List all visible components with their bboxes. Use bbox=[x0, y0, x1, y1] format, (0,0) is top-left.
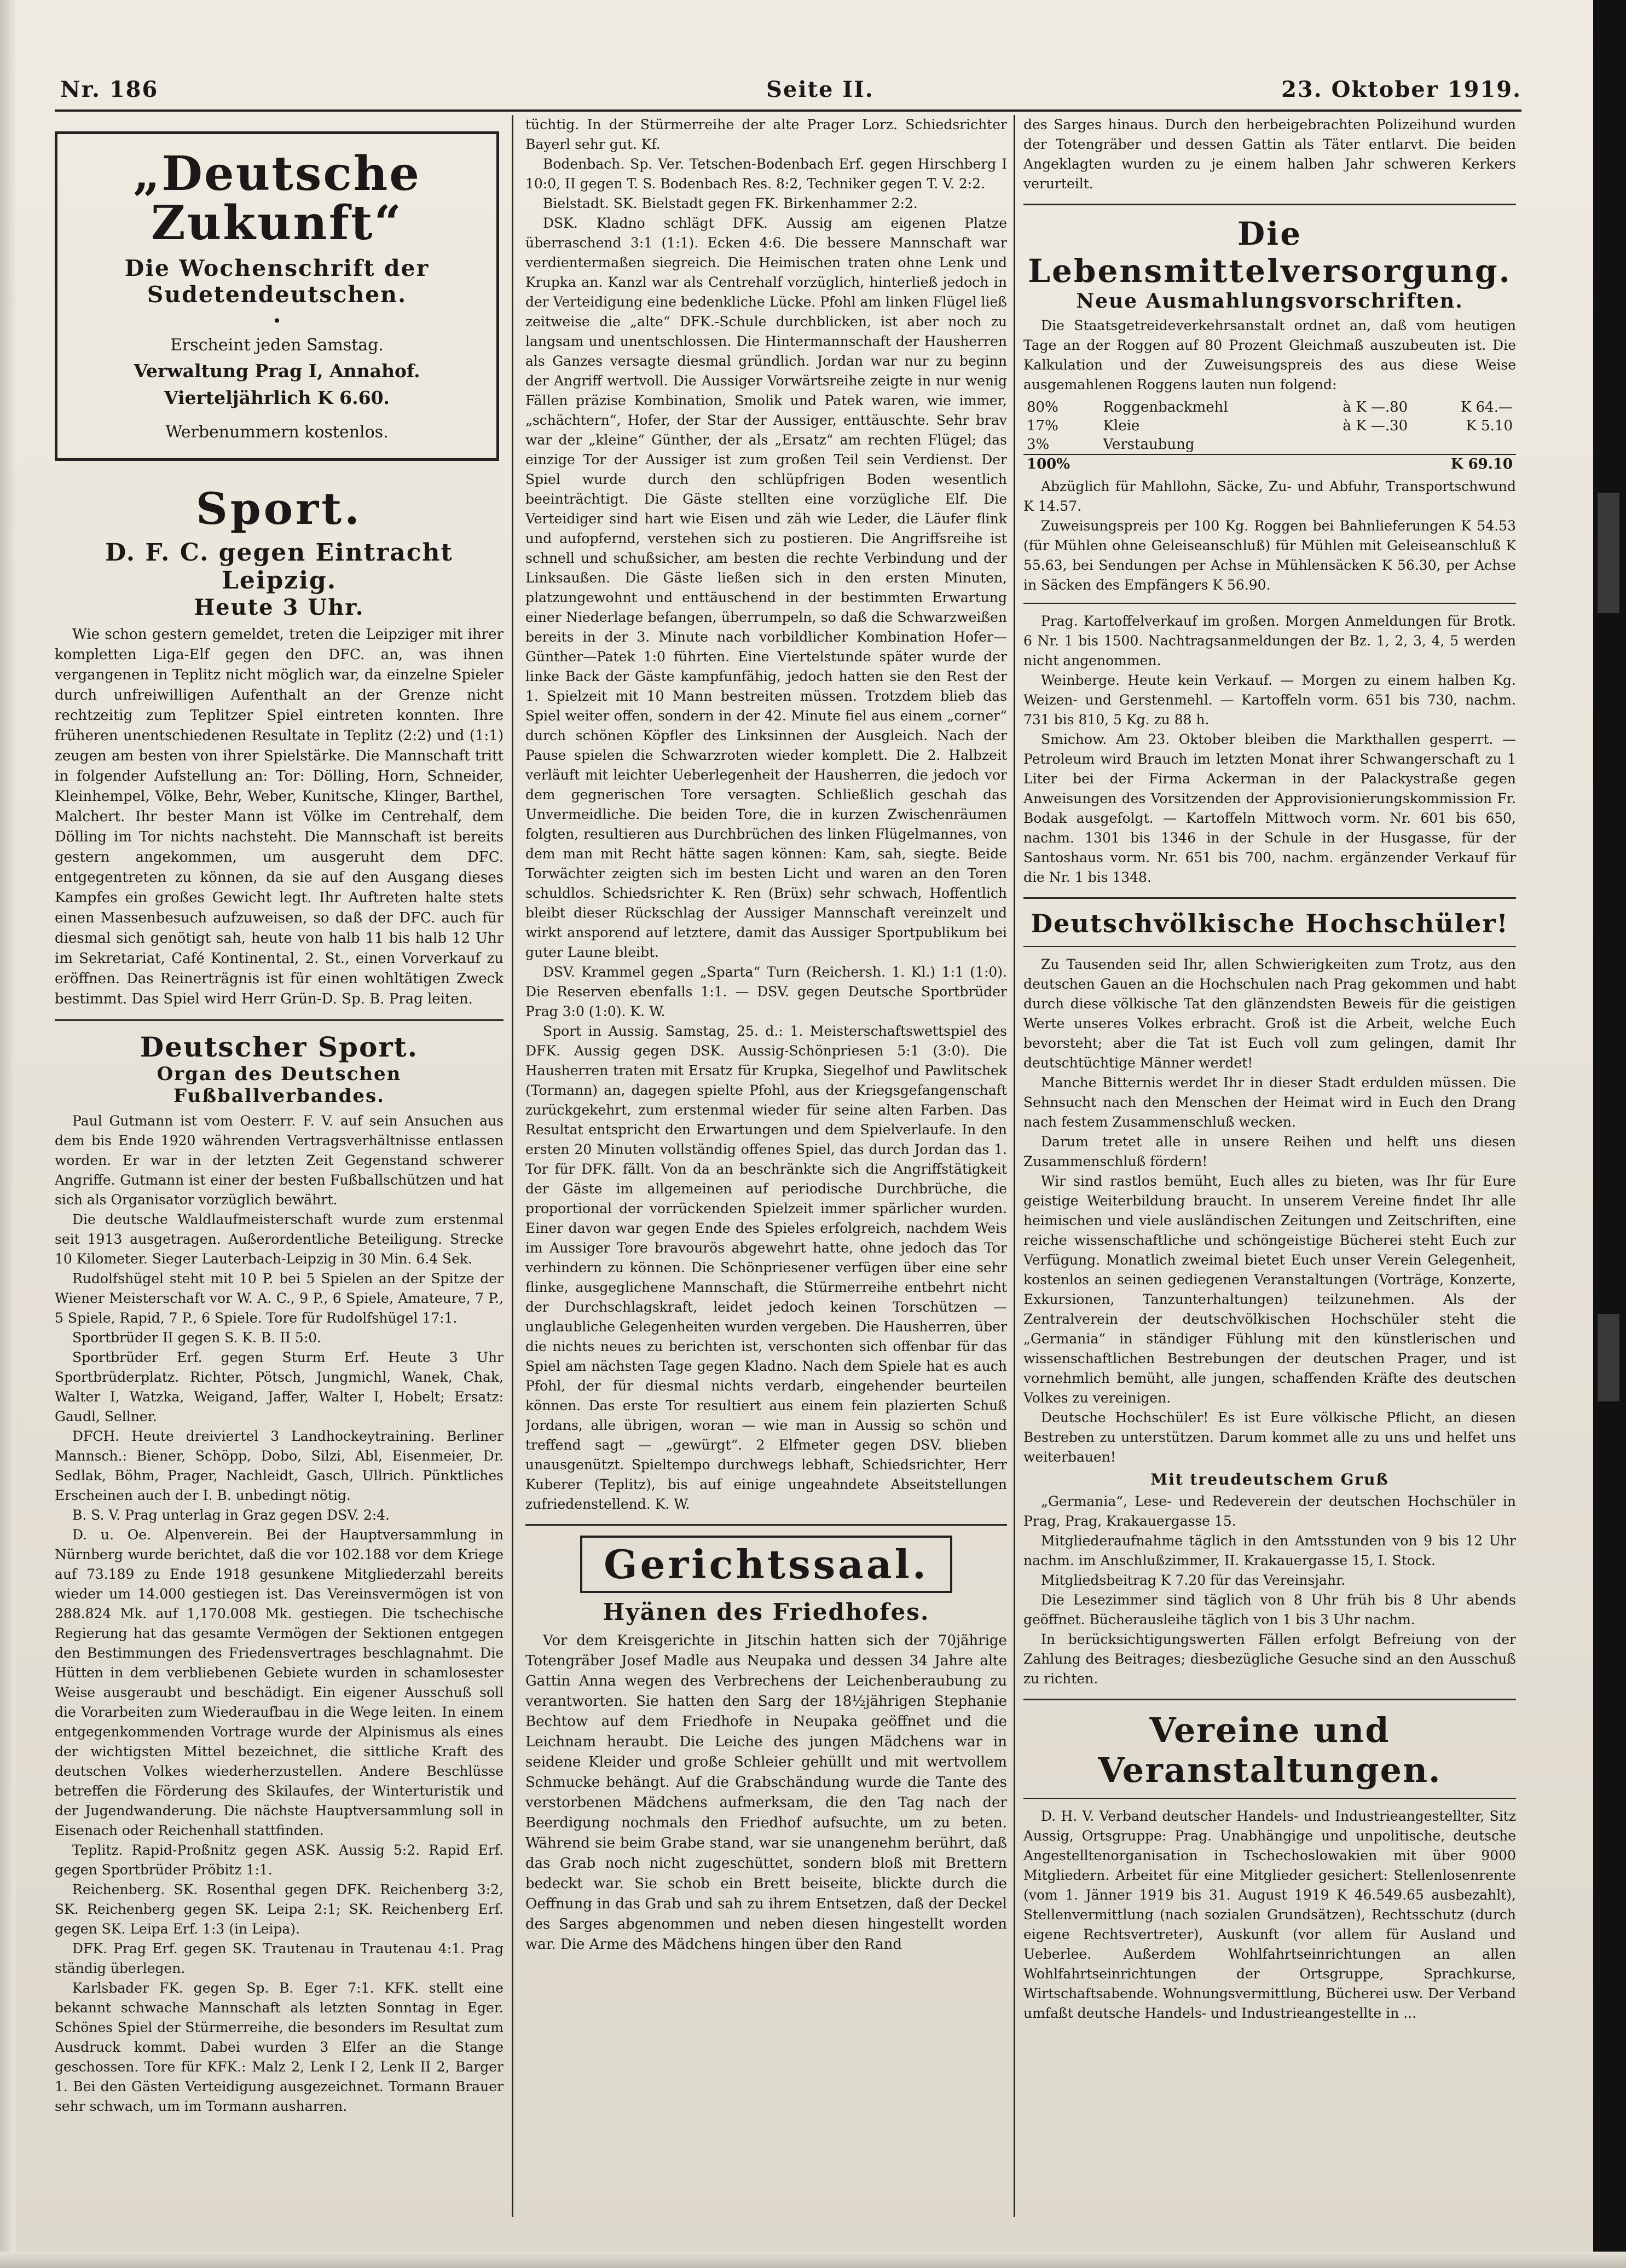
ad-title: „Deutsche Zukunft“ bbox=[132, 146, 421, 251]
match-time: Heute 3 Uhr. bbox=[194, 594, 364, 620]
sport-paragraph-11: Reichenberg. SK. Rosenthal gegen DFK. Reichenberg 3:2, SK. Reichenberg gegen SK. Leipa 2:1; SK. Reichenberg Erf. gegen SK. Leipa Erf. 1:3 (in Leipa). bbox=[55, 1881, 504, 1937]
section-rule bbox=[1023, 1699, 1516, 1700]
scan-left-edge bbox=[0, 0, 15, 2268]
food-paragraph-3: Zuweisungspreis per 100 Kg. Roggen bei Bahnlieferungen K 54.53 (für Mühlen ohne Geleiseanschluß) für Mühlen mit Geleiseanschluß K 55.63, bei Sendungen per Achse in Mühlensäcken K 56.30, per Achse in Säcken des Empfängers K 56.90. bbox=[1023, 518, 1516, 593]
sport-heading: Sport. bbox=[195, 482, 363, 534]
sport-paragraph-4: Rudolfshügel steht mit 10 P. bei 5 Spielen an der Spitze der Wiener Meisterschaft vor W. A. C., 9 P., 6 Spiele, Amateure, 7 P., 5 Spiele, Rapid, 7 P., 6 Spiele. Tore für Rudolfshügel 17:1. bbox=[55, 1270, 504, 1326]
sport-paragraph-12: DFK. Prag Erf. gegen SK. Trautenau in Trautenau 4:1. Prag ständig überlegen. bbox=[55, 1940, 504, 1976]
students-paragraph-3: Darum tretet alle in unsere Reihen und helft uns diesen Zusammenschluß fördern! bbox=[1023, 1134, 1516, 1169]
court-heading: Gerichtssaal. bbox=[604, 1541, 929, 1588]
section-rule bbox=[525, 1524, 1007, 1526]
sport-paragraph-1: Wie schon gestern gemeldet, treten die Leipziger mit ihrer kompletten Liga-Elf gegen den DFC. an, was ihnen vergangenen in Teplitz nicht möglich war, da einzelne Spieler durch unfreiwilligen Aufenthalt an der Grenze nicht rechtzeitig zum Teplitzer Spiel eintreten konnten. Ihre früheren unentschiedenen Resultate in Teplitz (2:2) und (1:1) zeugen am besten von ihrer Spielstärke. Die Mannschaft tritt in folgender Aufstellung an: Tor: Dölling, Horn, Schneider, Kleinhempel, Völke, Behr, Weber, Kunitsche, Klinger, Barthel, Malchert. Ihr bester Mann ist Völke im Centrehalf, dem Dölling im Tor nichts nachsteht. Die Mannschaft ist bereits gestern angekommen, um ausgeruht dem DFC. entgegentreten zu können, da sie auf den Ausgang dieses Kampfes ein großes Gewicht legt. Ihr Auftreten halte stets einen Massenbesuch aufzuweisen, so daß der DFC. auch für diesmal sich genötigt sah, heute von halb 11 bis halb 12 Uhr im Sekretariat, Café Kontinental, 2. St., einen Vorverkauf zu eröffnen. Das Reinerträgnis ist für einen wohltätigen Zweck bestimmt. Das Spiel wird Herr Grün-D. Sp. B. Prag leiten. bbox=[55, 626, 504, 1007]
column-rule-2 bbox=[1014, 115, 1015, 2217]
column-2 bbox=[525, 115, 1007, 2217]
section-rule bbox=[1023, 204, 1516, 205]
sport-paragraph-13: Karlsbader FK. gegen Sp. B. Eger 7:1. KFK. stellt eine bekannt schwache Mannschaft als letzten Sonntag in Eger. Schönes Spiel der Stürmerreihe, die besonders im Resultat zum Ausdruck kommt. Dabei wurden 3 Elfer an die Stange geschossen. Tore für KFK.: Malz 2, Lenk I 2, Lenk II 2, Barger 1. Bei den Gästen Verteidigung ausgezeichnet. Tormann Brauer sehr schwach, um im Tormann ausharren. bbox=[55, 1980, 504, 2114]
ad-line-1: Erscheint jeden Samstag. bbox=[170, 335, 384, 355]
court-paragraph: Vor dem Kreisgerichte in Jitschin hatten sich der 70jährige Totengräber Josef Madle aus Neupaka und dessen 34 Jahre alte Gattin Anna wegen des Verbrechens der Leichenberaubung zu verantworten. Sie hatten den Sarg der 18½jährigen Stephanie Bechtow auf dem Friedhofe in Neupaka geöffnet und die Leichnam heraubt. Die Leiche des jungen Mädchens war in seidene Kleider und große Schleier gehüllt und mit wertvollem Schmucke behängt. Auf die Grabschändung wurde die Tante des verstorbenen Mädchens aufmerksam, die den Tag nach der Beerdigung nochmals den Friedhof aufsuchte, um zu beten. Während sie beim Grabe stand, war sie unangenehm berührt, daß das Grab noch nicht zugeschüttet, sondern bloß mit Brettern bedeckt war. Sie schob ein Brett beiseite, blickte durch die Oeffnung in das Grab und sah zu ihrem Entsetzen, daß der Deckel des Sarges abgenommen und neben diesen hingestellt worden war. Die Arme des Mädchens hingen über den Rand bbox=[525, 1632, 1007, 1953]
food-paragraph-1: Die Staatsgetreideverkehrsanstalt ordnet an, daß vom heutigen Tage an der Roggen auf 80 Prozent Gleichmaß auszubeuten ist. Die Kalkulation und der Zuweisungspreis des aus diese Weise ausgemahlenen Roggens lauten nun folgend: bbox=[1023, 318, 1516, 393]
food-subheading: Neue Ausmahlungsvorschriften. bbox=[1076, 290, 1463, 313]
court-title: Hyänen des Friedhofes. bbox=[603, 1598, 930, 1625]
sport-paragraph-2: Paul Gutmann ist vom Oesterr. F. V. auf sein Ansuchen aus dem bis Ende 1920 währenden Vertragsverhältnisse entlassen worden. Er war in der letzten Zeit Gegenstand schwerer Angriffe. Gutmann ist einer der besten Fußballschützen und hat sich als Organisator vorzüglich bewährt. bbox=[55, 1112, 504, 1208]
ad-dot: • bbox=[272, 311, 282, 330]
court-heading-box bbox=[580, 1536, 952, 1593]
header-rule bbox=[55, 109, 1521, 112]
students-paragraph-5: Deutsche Hochschüler! Es ist Eure völkische Pflicht, an diesen Bestreben zu unterstützen. Darum kommet alle zu uns und helfet uns weiterbauen! bbox=[1023, 1410, 1516, 1465]
col2-paragraph-6: Sport in Aussig. Samstag, 25. d.: 1. Meisterschaftswettspiel des DFK. Aussig gegen DSK. Aussig-Schönpriesen 5:1 (3:0). Die Hausherren traten mit Ersatz für Krupka, Siegelhof und Pawlitschek (Tormann) an, dagegen spielte Pfohl, aus der Kriegsgefangenschaft zurückgekehrt, zum erstenmal wieder für seine alten Farben. Das Resultat entspricht den Erwartungen und dem Spielverlaufe. In den ersten 20 Minuten vollständig offenes Spiel, das durch Jordan das 1. Tor für DFK. fällt. Von da an beschränkte sich die Angriffstätigkeit der Gäste im allgemeinen auf periodische Durchbrüche, die proportional der vorrückenden Spielzeit immer spärlicher wurden. Einer davon war gegen Ende des Spieles erfolgreich, nachdem Weis im Aussiger Tore bravourös abgewehrt hatte, ohne jedoch das Tor verhindern zu können. Die Schönpriesener verfügen über eine sehr flinke, ausgeglichene Mannschaft, die Stürmerreihe entbehrt nicht der Durchschlagskraft, leidet jedoch keinen Torschützen — unglaubliche Gelegenheiten wurden vergeben. Die Hausherren, über die nichts neues zu berichten ist, verschonten sich offenbar für das Spiel am nächsten Tage gegen Kladno. Nach dem Spiele hat es auch Pfohl, der für diesmal nichts verdarb, eingehender beurteilen können. Das erste Tor resultiert aus einem fein plazierten Schuß Jordans, alle übrigen, woran — wie man in Aussig so schön und treffend sagt — „gewürgt“. 2 Elfmeter gegen DSV. blieben unausgenützt. Spieltempo durchwegs lebhaft, Schiedsrichter, Herr Kuberer (Teplitz), bis auf einige ungeahndete Abseitstellungen zufriedenstellend. K. W. bbox=[525, 1023, 1007, 1512]
clubs-paragraph: D. H. V. Verband deutscher Handels- und Industrieangestellter, Sitz Aussig, Ortsgruppe: Prag. Unabhängige und unpolitische, deutsche Angestelltenorganisation in Tschechoslowakien mit über 9000 Mitgliedern. Arbeitet für eine Mitglieder gesichert: Stellenlosenrente (vom 1. Jänner 1919 bis 31. August 1919 K 46.549.65 ausbezahlt), Stellenvermittlung (nach sozialen Grundsätzen), Rechtsschutz (durch eigene Rechtsvertreter), Auskunft (vor allem für Ausland und Ueberlee. Außerdem Wohlfahrtseinrichtungen an allen Wohlfahrtseinrichtungen der Ortsgruppe, Sprachkurse, Wirtschaftsabende. Wohnungsvermittlung, Bücherei usw. Der Verband umfaßt deutsche Handels- und Industrieangestellte in ... bbox=[1023, 1808, 1516, 2021]
col2-paragraph-2: Bodenbach. Sp. Ver. Tetschen-Bodenbach Erf. gegen Hirschberg I 10:0, II gegen T. S. Bodenbach Res. 8:2, Techniker gegen T. V. 2:2. bbox=[525, 156, 1007, 192]
students-paragraph-7: Mitgliederaufnahme täglich in den Amtsstunden von 9 bis 12 Uhr nachm. im Anschlußzimmer, II. Krakauergasse 15, I. Stock. bbox=[1023, 1533, 1516, 1568]
issue-date: 23. Oktober 1919. bbox=[1281, 77, 1521, 102]
students-paragraph-8: Mitgliedsbeitrag K 7.20 für das Vereinsjahr. bbox=[1041, 1572, 1346, 1588]
food-paragraph-4: Prag. Kartoffelverkauf im großen. Morgen Anmeldungen für Brotk. 6 Nr. 1 bis 1500. Nachtragsanmeldungen der Bz. 1, 2, 3, 4, 5 werden nicht angenommen. bbox=[1023, 613, 1516, 668]
section-rule bbox=[1023, 897, 1516, 899]
column-1 bbox=[55, 115, 504, 2217]
students-paragraph-1: Zu Tausenden seid Ihr, allen Schwierigkeiten zum Trotz, aus den deutschen Gauen an die Hochschulen nach Prag gekommen und habt durch diese völkische Tat den glänzendsten Beweis für die geistigen Werte unseres Volkes erbracht. Groß ist die Arbeit, welche Euch bevorsteht; aber die Tat ist Euch voll zum gelingen, damit Ihr deutschtüchtige Männer werdet! bbox=[1023, 956, 1516, 1071]
sport-paragraph-8: B. S. V. Prag unterlag in Graz gegen DSV. 2:4. bbox=[72, 1507, 390, 1523]
page-header bbox=[55, 66, 1521, 109]
col2-paragraph-3: Bielstadt. SK. Bielstadt gegen FK. Birkenhammer 2:2. bbox=[543, 195, 918, 211]
students-paragraph-10: In berücksichtigungswerten Fällen erfolgt Befreiung von der Zahlung des Beitrages; diesbezügliche Gesuche sind an den Ausschuß zu richten. bbox=[1023, 1631, 1516, 1687]
col3-paragraph-0: des Sarges hinaus. Durch den herbeigebrachten Polizeihund wurden der Totengräber und dessen Gattin als Täter entlarvt. Die beiden Angeklagten wurden zu je einem halben Jahr schweren Kerkers verurteilt. bbox=[1023, 117, 1516, 192]
issue-number: Nr. 186 bbox=[60, 77, 159, 102]
table-row: 17% Kleie à K —.30 K 5.10 bbox=[1027, 418, 1513, 434]
table-row-total: 100% K 69.10 bbox=[1023, 454, 1516, 474]
students-heading: Deutschvölkische Hochschüler! bbox=[1031, 909, 1509, 938]
col2-paragraph-1: tüchtig. In der Stürmerreihe der alte Prager Lorz. Schiedsrichter Bayerl sehr gut. Kf. bbox=[525, 117, 1007, 152]
ad-line-4: Werbenummern kostenlos. bbox=[165, 422, 389, 442]
section-rule bbox=[55, 1019, 504, 1021]
students-paragraph-6: „Germania“, Lese- und Redeverein der deutschen Hochschüler in Prag, Prag, Krakauergasse 15. bbox=[1023, 1493, 1516, 1529]
advertisement-box bbox=[55, 131, 499, 461]
ad-line-3: Vierteljährlich K 6.60. bbox=[164, 386, 390, 408]
sport-paragraph-10: Teplitz. Rapid-Proßnitz gegen ASK. Aussig 5:2. Rapid Erf. gegen Sportbrüder Pröbitz 1:1. bbox=[55, 1842, 504, 1878]
ad-subtitle: Die Wochenschrift der Sudetendeutschen. bbox=[124, 255, 430, 308]
deutscher-sport-subtitle: Organ des Deutschen Fußballverbandes. bbox=[157, 1063, 402, 1107]
thin-rule bbox=[1023, 1798, 1516, 1799]
sport-paragraph-6: Sportbrüder Erf. gegen Sturm Erf. Heute 3 Uhr Sportbrüderplatz. Richter, Pötsch, Jungmichl, Wanek, Chak, Walter I, Watzka, Weigand, Jaffer, Walter I, Hobelt; Ersatz: Gaudl, Sellner. bbox=[55, 1349, 504, 1424]
column-3 bbox=[1023, 115, 1516, 2217]
food-paragraph-5: Weinberge. Heute kein Verkauf. — Morgen zu einem halben Kg. Weizen- und Gerstenmehl. — Kartoffeln vorm. 651 bis 730, nachm. 731 bis 810, 5 Kg. zu 88 h. bbox=[1023, 672, 1516, 728]
sport-paragraph-3: Die deutsche Waldlaufmeisterschaft wurde zum erstenmal seit 1913 ausgetragen. Außerordentliche Beteiligung. Strecke 10 Kilometer. Sieger Lauterbach-Leipzig in 30 Min. 6.4 Sek. bbox=[55, 1211, 504, 1267]
deutscher-sport-heading: Deutscher Sport. bbox=[140, 1030, 419, 1063]
sport-paragraph-7: DFCH. Heute dreiviertel 3 Landhockeytraining. Berliner Mannsch.: Biener, Schöpp, Dobo, Silzi, Abl, Eisenmeier, Dr. Sedlak, Böhm, Prager, Nachleidt, Gasch, Ullrich. Pünktliches Erscheinen auch der I. B. unbedingt nötig. bbox=[55, 1428, 504, 1503]
students-greeting: Mit treudeutschem Gruß bbox=[1150, 1470, 1389, 1488]
thin-rule bbox=[1023, 946, 1516, 947]
milling-table bbox=[1023, 398, 1516, 474]
students-paragraph-4: Wir sind rastlos bemüht, Euch alles zu bieten, was Ihr für Eure geistige Weiterbildung braucht. In unserem Vereine findet Ihr alle heimischen und viele ausländischen Zeitungen und Zeitschriften, eine reiche wissenschaftliche und schöngeistige Bücherei steht Euch zur Verfügung. Monatlich zweimal bietet Euch unser Verein Gelegenheit, kostenlos an seinen gediegenen Veranstaltungen (Vorträge, Konzerte, Exkursionen, Tanzunterhaltungen) teilzunehmen. Als der Zentralverein der deutschvölkischen Hochschüler steht die „Germania“ in ständiger Fühlung mit den künstlerischen und wissenschaftlichen Bestrebungen der deutschen Prager, und ist vornehmlich bemüht, alle jungen, schaffenden Kräfte des deutschen Volkes zu vereinigen. bbox=[1023, 1173, 1516, 1406]
table-row: 3% Verstaubung bbox=[1027, 436, 1195, 453]
clubs-heading: Vereine und Veranstaltungen. bbox=[1098, 1710, 1442, 1790]
students-paragraph-2: Manche Bitternis werdet Ihr in dieser Stadt erdulden müssen. Die Sehnsucht nach den Menschen der Heimat wird in Euch den Drang nach festem Zusammenschluß wecken. bbox=[1023, 1075, 1516, 1130]
food-heading: Die Lebensmittelversorgung. bbox=[1028, 215, 1512, 290]
students-paragraph-9: Die Lesezimmer sind täglich von 8 Uhr früh bis 8 Uhr abends geöffnet. Bücherausleihe täglich von 1 bis 3 Uhr nachm. bbox=[1023, 1592, 1516, 1628]
column-rule-1 bbox=[512, 115, 513, 2217]
sport-paragraph-9: D. u. Oe. Alpenverein. Bei der Hauptversammlung in Nürnberg wurde berichtet, daß die vor 102.188 vor dem Kriege auf 73.189 zu Ende 1918 gesunkene Mitgliederzahl bereits wieder um 14.000 gestiegen ist. Das Vereinsvermögen ist von 288.824 Mk. auf 1,170.008 Mk. gestiegen. Die tschechische Regierung hat das gesamte Vermögen der Sektionen entgegen den Bestimmungen des Friedensvertrages beschlagnahmt. Die Hütten in dem verbliebenen Gebiete wurden in schamlosester Weise ausgeraubt und beschädigt. Ein eigener Ausschuß soll die Vorarbeiten zum Wiederaufbau in die Wege leiten. In einem entgegenkommenden Vortrage wurde der Alpinismus als eines der wichtigsten Mittel bezeichnet, die sittliche Kraft des deutschen Volkes wiederherzustellen. Andere Beschlüsse betreffen die Förderung des Skilaufes, der Winterturistik und der Jugendwanderung. Die nächste Hauptversammlung soll in Eisenach oder Reichenhall stattfinden. bbox=[55, 1526, 504, 1838]
col2-paragraph-4: DSK. Kladno schlägt DFK. Aussig am eigenen Platze überraschend 3:1 (1:1). Ecken 4:6. Die bessere Mannschaft war verdientermaßen siegreich. Die Heimischen traten ohne Lenk und Krupka an. Kanzl war als Centrehalf vorzüglich, hinterließ jedoch in der Verteidigung eine bedenkliche Lücke. Pfohl am linken Flügel ließ zeitweise die „alte“ DFK.-Schule durchblicken, ist aber noch zu langsam und unentschlossen. Die Hintermannschaft der Hausherren als Ganzes versagte diesmal gründlich. Jordan war nur zu beginn der Angriff wertvoll. Die Aussiger Vorwärtsreihe zeigte in nur wenig Fällen präzise Kombination, Smolik und Patek waren, wie immer, „schächtern“, Hofer, der Star der Aussiger, enttäuschte. Sehr brav war der „kleine“ Günther, der als „Ersatz“ am rechten Flügel; das einzige Tor der Aussiger ist zum großen Teil sein Verdienst. Der Spiel wurde durch den schlüpfrigen Boden wesentlich beeinträchtigt. Die Gäste stellten eine vorzügliche Elf. Die Verteidiger sind hart wie Eisen und zäh wie Leder, die Läufer flink und aufopfernd, verstehen sich zu postieren. Die Angriffsreihe ist schnell und schußsicher, am besten die rechte Verbindung und der Linksaußen. Die Gäste ließen sich in den ersten Minuten, platzungewohnt und enttäuschend in der bestimmten Erwartung einer Niederlage befangen, überrumpeln, so daß die Schwarzweißen bereits in der 3. Minute nach vorbildlicher Kombination Hofer—Günther—Patek 1:0 führten. Eine Viertelstunde später wurde der linke Back der Gäste kampfunfähig, jedoch hatten sie den Rest der 1. Spielzeit mit 10 Mann bestreiten müssen. Trotzdem blieb das Spiel weiter offen, sondern in der 42. Minute fiel aus einem „corner“ durch schönen Köpfler des Linksinnen der Ausgleich. Nach der Pause spielen die Schwarzroten wieder komplett. Die 2. Halbzeit verläuft mit leichter Ueberlegenheit der Hausherren, die jedoch vor dem gegnerischen Tore versagten. Schließlich geschah das Unvermeidliche. Die beiden Tore, die in kurzen Zwischenräumen folgten, resultieren aus Durchbrüchen des linken Flügelmannes, von dem man mit Recht hätte sagen können: Kam, sah, siegte. Beide Torwächter zeigten sich im besten Licht und waren an den Toren schuldlos. Schiedsrichter K. Ren (Brüx) sehr schwach, Hoffentlich bleibt dieser Rückschlag der Aussiger Mannschaft vereinzelt und wirkt ansporend auf letztere, damit das Aussiger Sportpublikum bei guter Laune bleibt. bbox=[525, 215, 1007, 960]
ad-line-2: Verwaltung Prag I, Annahof. bbox=[134, 360, 420, 382]
sport-paragraph-5: Sportbrüder II gegen S. K. B. II 5:0. bbox=[72, 1329, 322, 1346]
page-number: Seite II. bbox=[766, 77, 874, 102]
thin-rule bbox=[1023, 603, 1516, 604]
scan-bottom-edge bbox=[0, 2252, 1626, 2268]
col2-paragraph-5: DSV. Krammel gegen „Sparta“ Turn (Reichersh. 1. Kl.) 1:1 (1:0). Die Reserven ebenfalls 1:1. — DSV. gegen Deutsche Sportbrüder Prag 3:0 (1:0). K. W. bbox=[525, 964, 1007, 1019]
table-row: 80% Roggenbackmehl à K —.80 K 64.— bbox=[1027, 399, 1513, 415]
food-paragraph-2: Abzüglich für Mahllohn, Säcke, Zu- und Abfuhr, Transportschwund K 14.57. bbox=[1023, 478, 1516, 514]
match-title: D. F. C. gegen Eintracht Leipzig. bbox=[105, 538, 453, 595]
scan-right-bar bbox=[1593, 0, 1626, 2268]
food-paragraph-6: Smichow. Am 23. Oktober bleiben die Markthallen gesperrt. — Petroleum wird Brauch im letzten Monat ihrer Schwangerschaft zu 1 Liter bei der Firma Ackerman in der Palackystraße gegen Anweisungen des Vorsitzenden der Approvisionierungskommission Fr. Bodak ausgefolgt. — Kartoffeln Mittwoch vorm. Nr. 601 bis 650, nachm. 1301 bis 1346 in der Schule in der Husgasse, für der Santoshaus vorm. Nr. 651 bis 700, nachm. ergänzender Verkauf für die Nr. 1 bis 1348. bbox=[1023, 731, 1516, 885]
